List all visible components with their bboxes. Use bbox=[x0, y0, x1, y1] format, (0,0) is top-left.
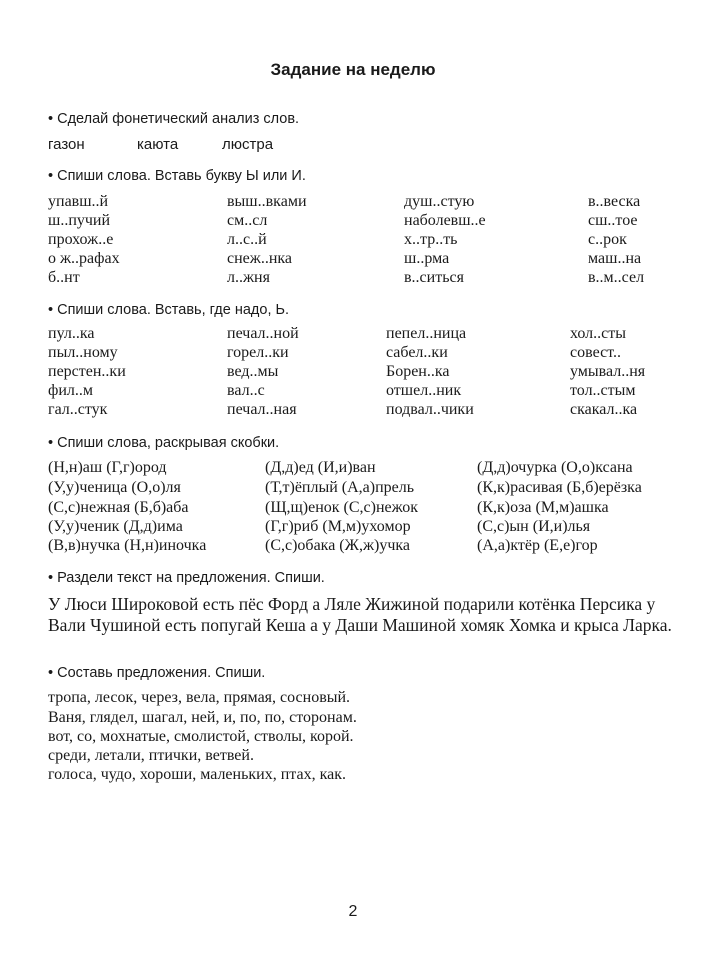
word-item: (С,с)нежная (Б,б)аба bbox=[48, 499, 189, 516]
word-item: гал..стук bbox=[48, 401, 108, 418]
word-item: Борен..ка bbox=[386, 363, 450, 380]
task3-instruction: • Спиши слова. Вставь, где надо, Ь. bbox=[48, 302, 290, 318]
task2-instruction: • Спиши слова. Вставь букву Ы или И. bbox=[48, 168, 306, 184]
word-item: хол..сты bbox=[570, 325, 627, 342]
word-item: вед..мы bbox=[227, 363, 279, 380]
sentence-line: вот, со, мохнатые, смолистой, стволы, корой. bbox=[48, 728, 354, 745]
word-item: пыл..ному bbox=[48, 344, 118, 361]
word-item: (В,в)нучка (Н,н)иночка bbox=[48, 537, 207, 554]
task1-word: газон bbox=[48, 136, 85, 153]
sentence-line: Ваня, глядел, шагал, ней, и, по, по, сторонам. bbox=[48, 709, 357, 726]
word-item: (У,у)ченик (Д,д)има bbox=[48, 518, 183, 535]
word-item: (Щ,щ)енок (С,с)нежок bbox=[265, 499, 419, 516]
word-item: б..нт bbox=[48, 269, 80, 286]
page-number: 2 bbox=[348, 903, 358, 920]
task5-text: У Люси Широковой есть пёс Форд а Ляле Жижиной подарили котёнка Персика у Вали Чушиной есть попугай Кеша а у Даши Машиной хомяк Хомка и крыса Ларка. bbox=[48, 594, 672, 635]
word-item: (С,с)ын (И,и)лья bbox=[477, 518, 591, 535]
word-item: о ж..рафах bbox=[48, 250, 120, 267]
word-item: л..с..й bbox=[227, 231, 267, 248]
word-item: (Т,т)ёплый (А,а)прель bbox=[265, 479, 415, 496]
word-item: сш..тое bbox=[588, 212, 638, 229]
word-item: пепел..ница bbox=[386, 325, 467, 342]
word-item: в..веска bbox=[588, 193, 641, 210]
sentence-line: среди, летали, птички, ветвей. bbox=[48, 747, 254, 764]
word-item: л..жня bbox=[227, 269, 270, 286]
word-item: фил..м bbox=[48, 382, 94, 399]
word-item: сабел..ки bbox=[386, 344, 448, 361]
word-item: (А,а)ктёр (Е,е)гор bbox=[477, 537, 598, 554]
task1-word: каюта bbox=[137, 136, 179, 153]
word-item: в..ситься bbox=[404, 269, 464, 286]
word-item: х..тр..ть bbox=[404, 231, 458, 248]
page-title: Задание на неделю bbox=[270, 60, 436, 79]
word-item: печал..ная bbox=[227, 401, 297, 418]
task4-instruction: • Спиши слова, раскрывая скобки. bbox=[48, 435, 280, 451]
task5-instruction: • Раздели текст на предложения. Спиши. bbox=[48, 570, 325, 586]
word-item: умывал..ня bbox=[570, 363, 646, 380]
word-item: (С,с)обака (Ж,ж)учка bbox=[265, 537, 411, 554]
sentence-line: тропа, лесок, через, вела, прямая, сосновый. bbox=[48, 689, 351, 706]
word-item: ш..пучий bbox=[48, 212, 111, 229]
word-item: см..сл bbox=[227, 212, 268, 229]
word-item: (К,к)оза (М,м)ашка bbox=[477, 499, 609, 516]
word-item: печал..ной bbox=[227, 325, 299, 342]
word-item: (Д,д)очурка (О,о)ксана bbox=[477, 459, 633, 476]
word-item: ш..рма bbox=[404, 250, 450, 267]
word-item: (Г,г)риб (М,м)ухомор bbox=[265, 518, 411, 535]
sentence-line: голоса, чудо, хороши, маленьких, птах, как. bbox=[48, 766, 346, 783]
word-item: совест.. bbox=[570, 344, 621, 361]
word-item: пул..ка bbox=[48, 325, 95, 342]
task1-instruction: • Сделай фонетический анализ слов. bbox=[48, 111, 300, 127]
word-item: (Д,д)ед (И,и)ван bbox=[265, 459, 376, 476]
word-item: вал..с bbox=[227, 382, 265, 399]
word-item: (К,к)расивая (Б,б)ерёзка bbox=[477, 479, 642, 496]
word-item: снеж..нка bbox=[227, 250, 293, 267]
word-item: скакал..ка bbox=[570, 401, 638, 418]
task6-instruction: • Составь предложения. Спиши. bbox=[48, 665, 266, 681]
word-item: выш..вками bbox=[227, 193, 307, 210]
word-item: отшел..ник bbox=[386, 382, 462, 399]
task1-word: люстра bbox=[222, 136, 274, 153]
word-item: горел..ки bbox=[227, 344, 289, 361]
word-item: тол..стым bbox=[570, 382, 636, 399]
word-item: перстен..ки bbox=[48, 363, 126, 380]
word-item: (Н,н)аш (Г,г)ород bbox=[48, 459, 167, 476]
word-item: (У,у)ченица (О,о)ля bbox=[48, 479, 181, 496]
word-item: с..рок bbox=[588, 231, 627, 248]
word-item: упавш..й bbox=[48, 193, 109, 210]
word-item: душ..стую bbox=[404, 193, 475, 210]
word-item: подвал..чики bbox=[386, 401, 474, 418]
word-item: наболевш..е bbox=[404, 212, 486, 229]
word-item: маш..на bbox=[588, 250, 642, 267]
word-item: прохож..е bbox=[48, 231, 114, 248]
word-item: в..м..сел bbox=[588, 269, 645, 286]
